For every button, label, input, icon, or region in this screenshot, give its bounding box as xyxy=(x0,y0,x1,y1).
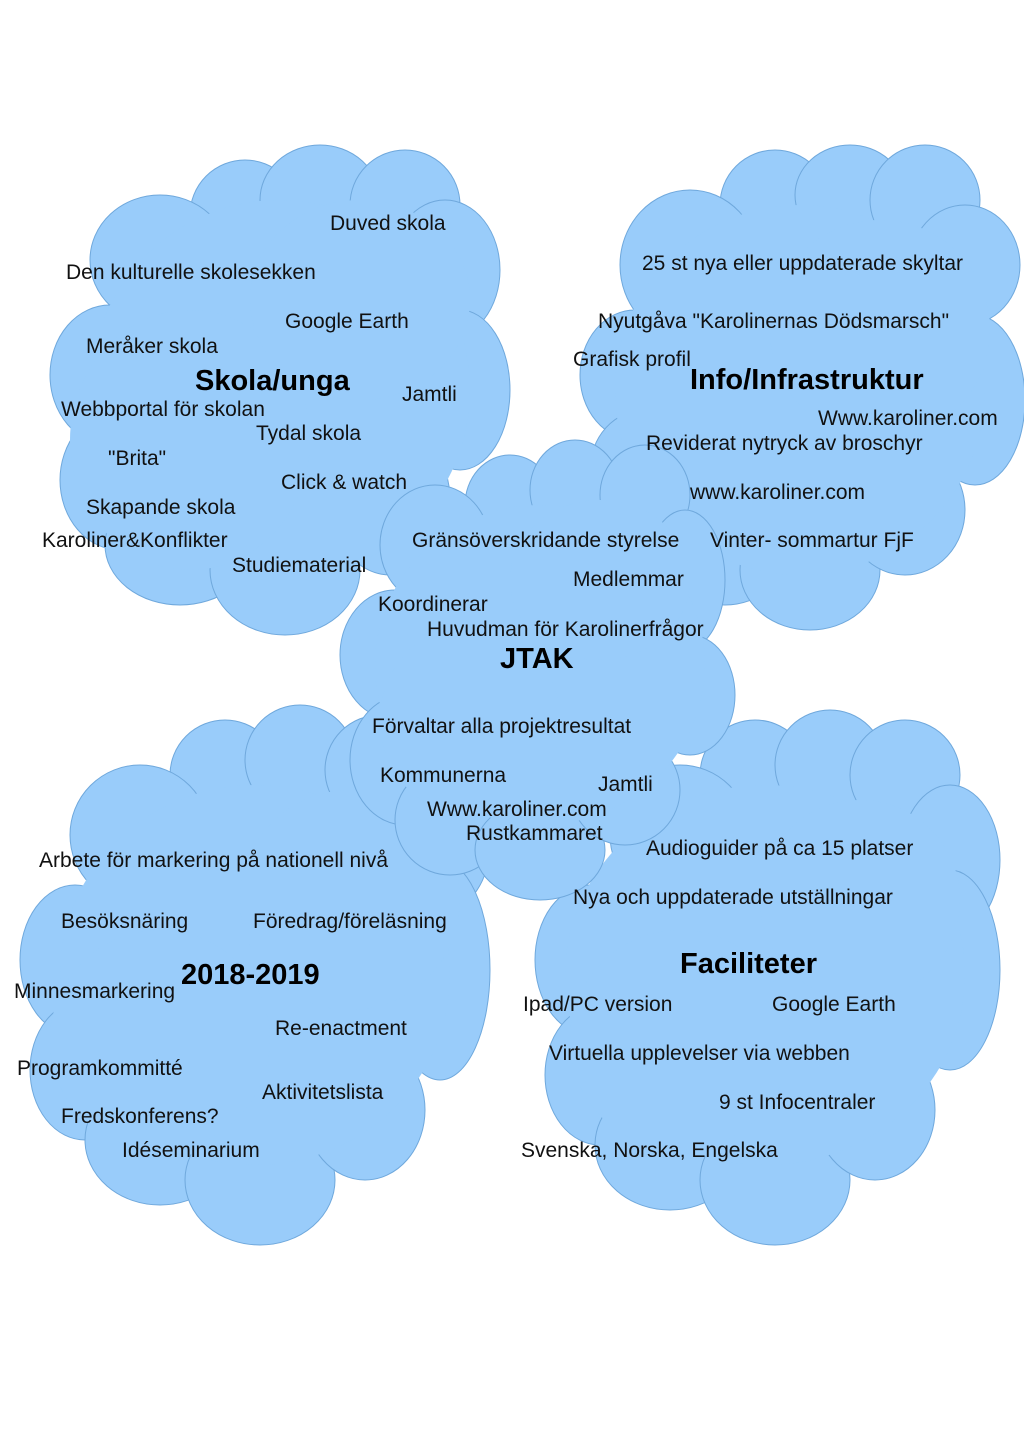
skola-item: Duved skola xyxy=(330,212,446,235)
faciliteter-item: Ipad/PC version xyxy=(523,993,673,1016)
info-item: Www.karoliner.com xyxy=(818,407,998,430)
skola-item: Den kulturelle skolesekken xyxy=(66,261,316,284)
skola-item: Skapande skola xyxy=(86,496,236,519)
jtak-item: Www.karoliner.com xyxy=(427,798,607,821)
info-item: Nyutgåva "Karolinernas Dödsmarsch" xyxy=(598,310,950,333)
info-item: Grafisk profil xyxy=(573,348,691,371)
faciliteter-item: Svenska, Norska, Engelska xyxy=(521,1139,778,1162)
y2018-title: 2018-2019 xyxy=(181,959,320,991)
y2018-item: Minnesmarkering xyxy=(14,980,176,1003)
info-item: Vinter- sommartur FjF xyxy=(710,529,914,552)
faciliteter-item: Google Earth xyxy=(772,993,896,1016)
jtak-item: Gränsöverskridande styrelse xyxy=(412,529,680,552)
info-item: www.karoliner.com xyxy=(690,481,866,504)
skola-item: Click & watch xyxy=(281,471,408,494)
y2018-item: Fredskonferens? xyxy=(61,1105,219,1128)
faciliteter-title: Faciliteter xyxy=(680,948,817,980)
skola-item: Meråker skola xyxy=(86,335,218,358)
jtak-item: Medlemmar xyxy=(573,568,684,591)
info-item: 25 st nya eller uppdaterade skyltar xyxy=(642,252,964,275)
jtak-item: Koordinerar xyxy=(378,593,488,616)
jtak-item: Förvaltar alla projektresultat xyxy=(372,715,632,738)
skola-item: Studiematerial xyxy=(232,554,367,577)
skola-item: Tydal skola xyxy=(256,422,362,445)
jtak-item: Jamtli xyxy=(598,773,653,796)
skola-item: Karoliner&Konflikter xyxy=(42,529,228,552)
info-item: Reviderat nytryck av broschyr xyxy=(646,432,923,455)
faciliteter-item: Nya och uppdaterade utställningar xyxy=(573,886,893,909)
faciliteter-item: 9 st Infocentraler xyxy=(719,1091,876,1114)
info-infrastruktur-title: Info/Infrastruktur xyxy=(690,364,924,396)
faciliteter-item: Audioguider på ca 15 platser xyxy=(646,837,914,860)
y2018-item: Arbete för markering på nationell nivå xyxy=(39,849,389,872)
y2018-item: Besöksnäring xyxy=(61,910,189,933)
y2018-item: Föredrag/föreläsning xyxy=(253,910,447,933)
y2018-item: Aktivitetslista xyxy=(262,1081,384,1104)
jtak-title: JTAK xyxy=(500,643,574,675)
skola-item: "Brita" xyxy=(108,447,167,470)
jtak-item: Huvudman för Karolinerfrågor xyxy=(427,618,704,641)
y2018-item: Idéseminarium xyxy=(122,1139,260,1162)
skola-item: Google Earth xyxy=(285,310,409,333)
jtak-item: Rustkammaret xyxy=(466,822,603,845)
skola-item: Webbportal för skolan xyxy=(61,398,265,421)
jtak-item: Kommunerna xyxy=(380,764,507,787)
skola-item: Jamtli xyxy=(402,383,457,406)
y2018-item: Programkommitté xyxy=(17,1057,183,1080)
skola-unga-title: Skola/unga xyxy=(195,365,350,397)
y2018-item: Re-enactment xyxy=(275,1017,407,1040)
faciliteter-item: Virtuella upplevelser via webben xyxy=(549,1042,850,1065)
